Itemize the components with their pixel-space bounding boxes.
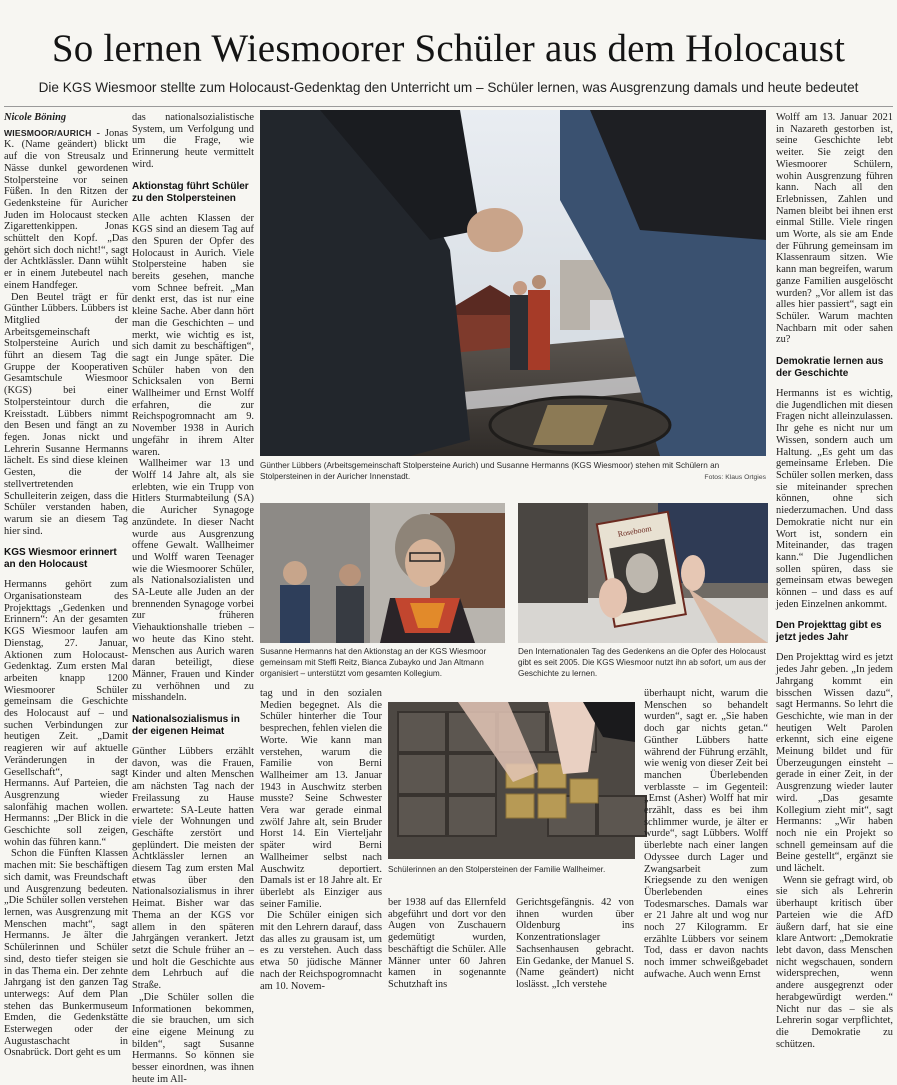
article-column-1 [4, 112, 128, 1059]
article-column-2 [132, 112, 254, 1085]
paragraph: Wallheimer war 13 und Wolff 14 Jahre alt, als sie erlebten, wie ein Trupp von Hitlers Sturmabteilung (SA) die Auricher Synagoge anzündete. In dieser Nacht wurde aus Ausgrenzung offene Gewalt. Wallheimer und Wolff waren Teenager wie die Wiesmoorer Schüler, als Nationalsozialisten und SA-Leute alle Juden an der brennenden Synagoge vorbei zur früheren Viehauktionshalle trieben – wo heute das Kino steht. Menschen aus Aurich waren daran beteiligt, diese Männer, Frauen und Kinder zu verhöhnen und zu misshandeln. [132, 458, 254, 704]
paragraph: ber 1938 auf das Ellernfeld abgeführt und dort vor den Augen von Zuschauern gedemütigt wurden, beschäftigt die Schüler. Alle Männer unter 60 Jahren kamen in sogenannte Schutzhaft ins [388, 897, 506, 990]
subheading: Nationalsozialismus in der eigenen Heimat [132, 714, 240, 738]
paragraph: das nationalsozialistische System, um Verfolgung und um die Frage, wie Erinnerung heute vermittelt wird. [132, 112, 254, 170]
article-column-7 [776, 112, 893, 1050]
divider [4, 106, 893, 107]
stones-photo [388, 702, 635, 859]
teacher-portrait-photo [260, 503, 505, 643]
subheading: Aktionstag führt Schüler zu den Stolpersteinen [132, 180, 249, 204]
paragraph: tag und in den sozialen Medien begegnet. Als die Schüler hinterher die Tour besprechen, fehlen vielen die Worte. Wie kann man verstehen, warum die Familie von Berni Wallheimer am 13. Januar 1943 in Auschwitz sterben musste? Seine Schwester Vera war gerade einmal zwölf Jahre alt, sein Bruder Horst 14. Ein Vierteljahr später wird Berni Wallheimer selbst nach Auschwitz deportiert. Damals ist er 18 Jahre alt. Er überlebt als Einziger aus seiner Familie. [260, 688, 382, 910]
paragraph: Gerichtsgefängnis. 42 von ihnen wurden über Oldenburg ins Konzentrationslager Sachsenhausen gebracht. Ein Gedanke, der Manuel S. (Name geändert) nicht loslässt. „Ich verstehe [516, 897, 634, 990]
holocaust-book-photo [518, 503, 768, 643]
book-cover-title: Roseboom [616, 523, 653, 539]
article-column-3 [260, 688, 382, 990]
book-photo-caption: Den Internationalen Tag des Gedenkens an die Opfer des Holocaust gibt es seit 2005. Die KGS Wiesmoor nutzt ihn ab sofort, um aus der Geschichte zu lernen. [518, 647, 767, 678]
article-column-6 [644, 688, 768, 990]
paragraph: WIESMOOR/AURICH - Jonas K. (Name geändert) blickt auf die von Streusalz und Nässe dunkel gewordenen Stolpersteine vor seinen Füßen. In den Ritzen der Gedenksteine für Auricher Juden im Holocaust stecken Zigarettenkippen. Jonas schüttelt den Kopf. „Das gehört sich doch nicht!“, sagt der Achtklässler. Dann wühlt er in einem Jutebeutel nach einem Handfeger. [4, 127, 128, 291]
subheading: Den Projekttag gibt es jetzt jedes Jahr [776, 620, 882, 644]
stolpersteine-tour-photo [260, 110, 766, 456]
paragraph: Günther Lübbers erzählt davon, was die Frauen, Kinder und alten Menschen am nächsten Tag nach der Freilassung zu Hause erwartete: SA-Leute hatten viele der Wohnungen und Geschäfte zerstört und geplündert. Die meisten der Achtklässler lernen an diesem Tag zum ersten Mal etwas über den Nationalsozialismus in ihrer Heimat. Bisher war das Thema an der KGS vor allem in den späteren Jahrgängen verankert. Jetzt setzt die Schule früher an – und holt die Geschichte aus dem Lehrbuch auf die Straße. [132, 746, 254, 992]
article-column-4 [388, 897, 506, 990]
main-photo [260, 110, 766, 456]
subheadline: Die KGS Wiesmoor stellte zum Holocaust-Gedenktag den Unterricht um – Schüler lernen, was Ausgrenzung damals und heute bedeutet [38, 80, 859, 95]
article-column-5 [516, 897, 634, 990]
paragraph: Wolff am 13. Januar 2021 in Nazareth gestorben ist, seine Geschichte lebt weiter. Sie zeigt den Wiesmoorer Schülern, wohin Ausgrenzung führen kann. Nach all den Erlebnissen, Zahlen und Namen bleibt bei ihnen erst einmal Stille. Viele ringen um Worte, als sie am Ende der Führung gemeinsam im Klassenraum sitzen. Wie kann man begreifen, warum ganze Familien ausgelöscht wurden? „Vor allem ist das alles hier passiert“, sagt ein Schüler. Warum machten Nachbarn mit oder sahen zu? [776, 112, 893, 346]
portrait-photo [260, 503, 505, 643]
headline: So lernen Wiesmoorer Schüler aus dem Holocaust [51, 27, 846, 70]
subheading: KGS Wiesmoor erinnert an den Holocaust [4, 547, 117, 571]
paragraph: Die Schüler einigen sich mit den Lehrern darauf, dass das alles zu grausam ist, um es zu verstehen. Auch dass etwa 50 jüdische Männer nach der Reichspogromnacht am 10. Novem- [260, 910, 382, 992]
paragraph: „Die Schüler sollen die Informationen bekommen, die sie brauchen, um sich eine eigene Meinung zu bilden“, sagt Susanne Hermanns. So können sie besser einordnen, was ihnen heute im All- [132, 991, 254, 1085]
paragraph: Alle achten Klassen der KGS sind an diesem Tag auf den Spuren der Opfer des Holocaust in Aurich. Viele Stolpersteine haben sie bereits gesehen, manche vom Schnee befreit. „Man denkt erst, das ist nur eine kleine Sache. Aber dann hört man die Geschichten – und merkt, wie wichtig es ist, sich damit zu beschäftigen“, sagt ein Junge später. Die Schüler haben von den Schicksalen von Berni Wallheimer und Ernst Wolff erfahren, die zur Reichspogromnacht am 9. November 1938 in Aurich ungefähr in ihrem Alter waren. [132, 212, 254, 458]
paragraph: Schon die Fünften Klassen machen mit: Sie beschäftigen sich damit, was Freundschaft und Ausgrenzung bedeuten. „Die Schüler sollen verstehen lernen, was Ausgrenzung mit Menschen macht“, sagt Hermanns. Je älter die Schülerinnen und Schüler sind, desto tiefer steigen sie in das Thema ein. Der zehnte Jahrgang ist den ganzen Tag unterwegs: Auf dem Plan stehen das Bunkermuseum Emden, die Gedenkstätte Esterwegen oder der Augustaschacht in Osnabrück. Dort geht es um [4, 848, 128, 1059]
portrait-photo-caption: Susanne Hermanns hat den Aktionstag an der KGS Wiesmoor gemeinsam mit Steffi Reitz, Bianca Zubayko und Jan Altmann organisiert – unterstützt vom gesamten Kollegium. [260, 647, 487, 678]
author-byline: Nicole Böning [4, 112, 67, 123]
paragraph: Hermanns gehört zum Organisationsteam des Projekttags „Gedenken und Erinnern“: An der gesamten KGS Wiesmoor laufen am Dienstag, 27. Januar, Aktionen zum Holocaust-Gedenktag. Zum ersten Mal arbeiten knapp 1200 Wiesmoorer Schüler gemeinsam die Geschichte des Holocaust auf – und suchen Verbindungen zur heutigen Zeit. „Damit reagieren wir auf aktuelle Veränderungen in der Gesellschaft“, sagt Hermanns. Auf Parteien, die Ausgrenzung wieder salonfähig machen wollen. Hermanns: „Der Blick in die Geschichte soll zeigen, wohin das führen kann.“ [4, 579, 128, 848]
paragraph: Hermanns ist es wichtig, die Jugendlichen mit diesen Fragen nicht alleinzulassen. Ihr gehe es nicht nur um Wissen, sondern auch um Haltung. „Es geht um das gemeinsame Erleben. Die Schüler sollen merken, dass sie miteinander sprechen können, ohne sich niederzumachen. Und dass Demokratie nicht nur ein Wort ist, sondern ein Miteinander, das tragen kann.“ Die Jugendlichen sollen spüren, dass sie gemeinsam etwas bewegen können – und dass es auf jeden Einzelnen ankommt. [776, 388, 893, 610]
paragraph: Den Projekttag wird es jetzt jedes Jahr geben. „In jedem Jahrgang kommt ein bisschen Wissen dazu“, sagt Hermanns. So lehrt die Geschichte, wie man in der heutigen Welt Parolen erkennt, sich eine eigene Meinung bildet und für Überzeugungen einsteht – gerade in einer Zeit, in der Ausgrenzung wieder lauter wird. „Das gesamte Kollegium zieht mit“, sagt Hermanns: „Wir haben noch nie ein Projekt so schnell gemeinsam auf die Beine gestellt“, ergänzt sie und lächelt. [776, 652, 893, 875]
photo-credit: Fotos: Klaus Ortgies [704, 474, 766, 481]
main-photo-caption: Günther Lübbers (Arbeitsgemeinschaft Stolpersteine Aurich) und Susanne Hermanns (KGS Wiesmoor) stehen mit Schülern an Stolpersteinen in der Auricher Innenstadt. [260, 461, 720, 481]
paragraph: Wenn sie gefragt wird, ob sie sich als Lehrerin überhaupt kritisch über Parteien wie die AfD äußern darf, hat sie eine klare Antwort: „Demokratie lebt davon, dass Menschen nicht wegschauen, sondern widersprechen, wenn andere ausgegrenzt oder herabgewürdigt werden.“ Nicht nur das – sie als Lehrerin sogar verpflichtet, die Demokratie zu schützen. [776, 874, 893, 1050]
book-photo [518, 503, 768, 643]
stones-photo-caption: Schülerinnen an den Stolpersteinen der Familie Wallheimer. [388, 865, 606, 874]
paragraph: überhaupt nicht, warum die Menschen so behandelt wurden“, sagt er. „Sie haben doch gar nichts getan.“ Günther Lübbers hatte während der Führung erzählt, wie wenig von dieser Zeit bei manchen Überlebenden verblasste – im Gegenteil: „Ernst (Asher) Wolff hat mir erzählt, dass es bei ihm schlimmer wurde, je älter er wurde“, sagt Lübbers. Wolff überlebte nach einer langen Odyssee durch Lager und Zwangsarbeit zum Kriegsende zu den wenigen Überlebenden eines Todesmarsches. Damals war er 21 Jahre alt und wog nur noch 27 Kilogramm. Er erzählte Lübbers vor seinem Tod, dass er davon nachts noch immer schweißgebadet aufwache. Auch wenn Ernst [644, 688, 768, 980]
subheading: Demokratie lernen aus der Geschichte [776, 356, 884, 380]
stolpersteine-close-up-photo [388, 702, 635, 859]
dateline: WIESMOOR/AURICH [4, 127, 92, 138]
paragraph: Den Beutel trägt er für Günther Lübbers. Lübbers ist Mitglied der Arbeitsgemeinschaft Stolpersteine Aurich und führt an diesem Tag die Gruppe der Kooperativen Gesamtschule Wiesmoor (KGS) bei einer Stolpersteintour durch die Kreisstadt. Lübbers nimmt den Besen und fängt an zu fegen. Jonas nickt und Lehrerin Susanne Hermanns lächelt. Es sind diese kleinen Gesten, die der stellvertretenden Schulleiterin zeigen, dass die Schüler verstanden haben, warum sie an diesem Tag hier sind. [4, 291, 128, 537]
